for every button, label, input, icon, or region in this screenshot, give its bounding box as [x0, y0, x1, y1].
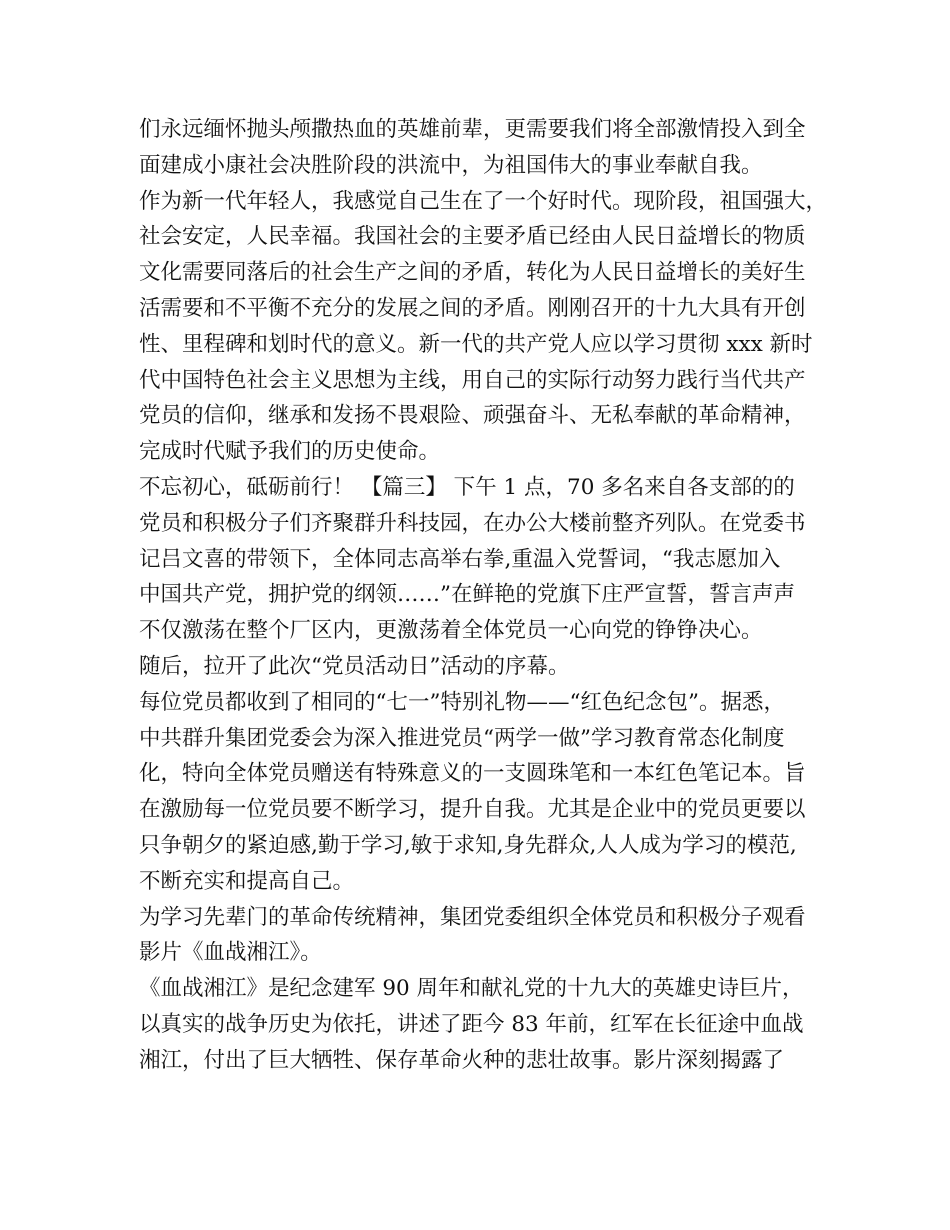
text-line: 中国共产党，拥护党的纲领……”在鲜艳的党旗下庄严宣誓，誓言声声 — [139, 582, 795, 608]
text-line: 不忘初心，砥砺前行！ 【篇三】 下午 1 点，70 多名来自各支部的的 — [139, 474, 795, 500]
text-line: 随后，拉开了此次“党员活动日”活动的序幕。 — [139, 653, 570, 679]
text-line: 性、里程碑和划时代的意义。新一代的共产党人应以学习贯彻 xxx 新时 — [139, 331, 813, 357]
text-line: 党员的信仰，继承和发扬不畏艰险、顽强奋斗、无私奉献的革命精神， — [139, 403, 806, 429]
text-line: 每位党员都收到了相同的“七一”特别礼物——“红色纪念包”。据悉， — [139, 689, 785, 715]
text-line: 完成时代赋予我们的历史使命。 — [139, 439, 441, 465]
text-line: 不断充实和提高自己。 — [139, 868, 355, 894]
text-line: 以真实的战争历史为依托，讲述了距今 83 年前，红军在长征途中血战 — [139, 1011, 804, 1037]
text-line: 面建成小康社会决胜阶段的洪流中，为祖国伟大的事业奉献自我。 — [139, 152, 763, 178]
text-line: 影片《血战湘江》。 — [139, 940, 322, 966]
text-line: 们永远缅怀抛头颅撒热血的英雄前辈，更需要我们将全部激情投入到全 — [139, 117, 806, 142]
text-line: 化，特向全体党员赠送有特殊意义的一支圆珠笔和一本红色笔记本。旨 — [139, 761, 806, 787]
document-body — [139, 112, 829, 1079]
text-line: 代中国特色社会主义思想为主线，用自己的实际行动努力践行当代共产 — [139, 367, 806, 393]
text-line: 记吕文喜的带领下，全体同志高举右拳,重温入党誓词，“我志愿加入 — [139, 546, 781, 572]
text-line: 《血战湘江》是纪念建军 90 周年和献礼党的十九大的英雄史诗巨片， — [139, 976, 804, 1002]
text-line: 活需要和不平衡不充分的发展之间的矛盾。刚刚召开的十九大具有开创 — [139, 295, 806, 321]
text-line: 湘江，付出了巨大牺牲、保存革命火种的悲壮故事。影片深刻揭露了 — [139, 1047, 785, 1073]
text-line: 文化需要同落后的社会生产之间的矛盾，转化为人民日益增长的美好生 — [139, 260, 806, 286]
text-line: 中共群升集团党委会为深入推进党员“两学一做”学习教育常态化制度 — [139, 725, 785, 751]
text-line: 作为新一代年轻人，我感觉自己生在了一个好时代。现阶段，祖国强大， — [139, 188, 828, 214]
text-line: 在激励每一位党员要不断学习，提升自我。尤其是企业中的党员更要以 — [139, 797, 806, 823]
text-line: 为学习先辈门的革命传统精神，集团党委组织全体党员和积极分子观看 — [139, 904, 806, 930]
text-line: 只争朝夕的紧迫感,勤于学习,敏于求知,身先群众,人人成为学习的模范, — [139, 832, 797, 858]
text-line: 社会安定，人民幸福。我国社会的主要矛盾已经由人民日益增长的物质 — [139, 224, 806, 250]
text-line: 不仅激荡在整个厂区内，更激荡着全体党员一心向党的铮铮决心。 — [139, 618, 763, 644]
text-line: 党员和积极分子们齐聚群升科技园，在办公大楼前整齐列队。在党委书 — [139, 510, 806, 536]
